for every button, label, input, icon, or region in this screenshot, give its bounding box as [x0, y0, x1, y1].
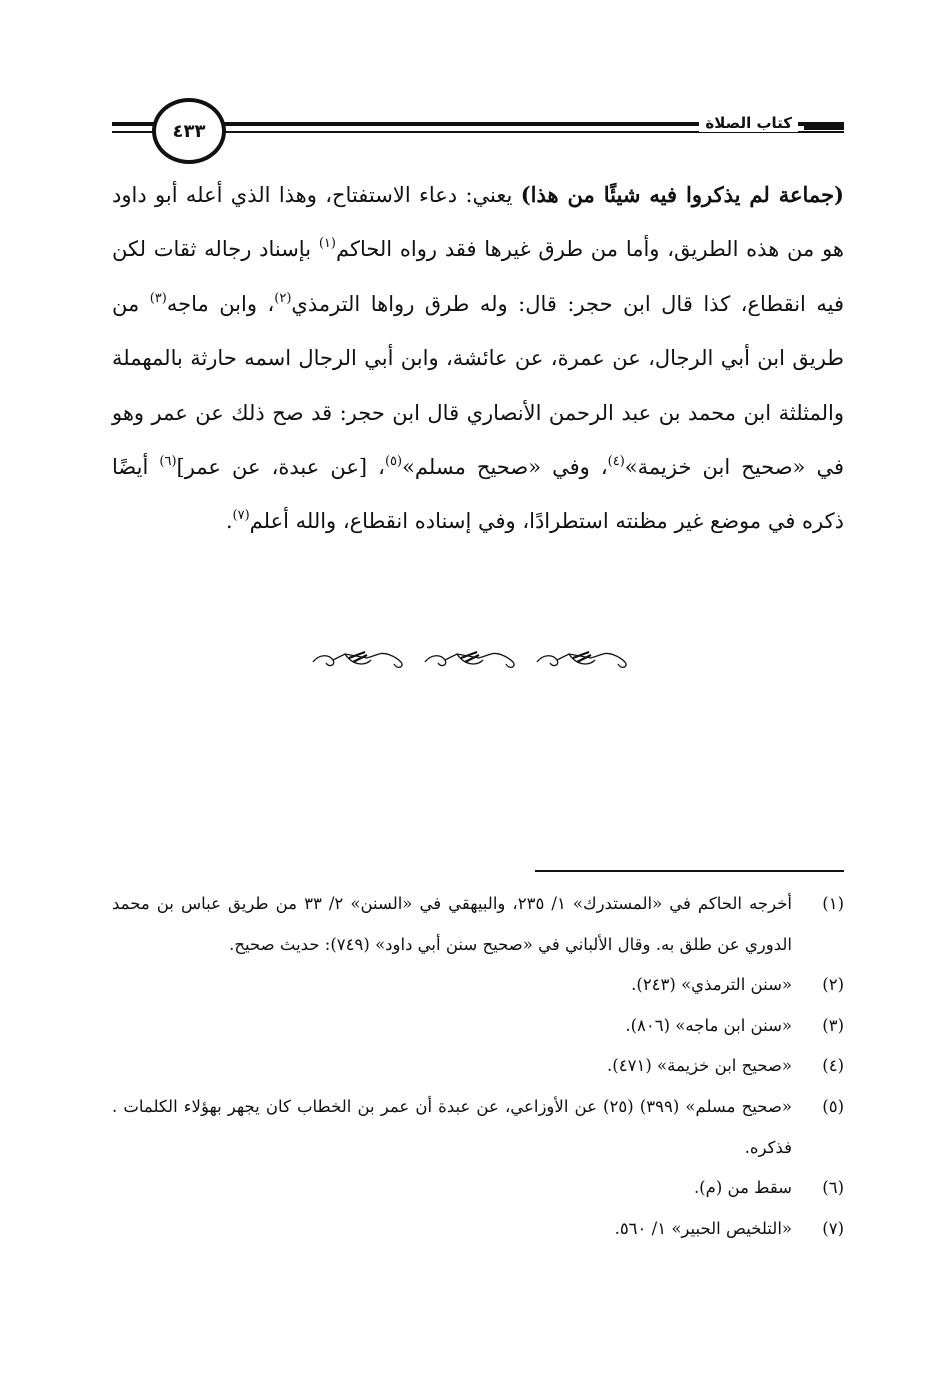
footnote-separator — [535, 870, 844, 872]
footnotes — [112, 884, 844, 1249]
page-number: ٤٣٣ — [152, 98, 226, 164]
footnote-item — [112, 1006, 844, 1047]
running-header — [112, 100, 844, 162]
footnote-number: (٢) — [822, 975, 844, 995]
book-title: كتاب الصلاة — [699, 114, 798, 132]
text-run: . — [225, 509, 233, 534]
text-run: أيضًا ذكره في موضع غير مظنته استطرادًا، وفي إسناده انقطاع، والله أعلم — [112, 455, 844, 534]
text-run: ، وابن ماجه — [166, 291, 275, 316]
footnote-item — [112, 965, 844, 1006]
footnote-number: (٣) — [822, 1015, 844, 1035]
footnote-ref-3[interactable]: (٣) — [149, 290, 167, 306]
footnote-ref-6[interactable]: (٦) — [159, 454, 177, 470]
footnote-ref-1[interactable]: (١) — [318, 236, 336, 252]
footnote-number: (٤) — [822, 1056, 844, 1076]
text-run: يعني: دعاء الاستفتاح، وهذا الذي أعله أبو داود هو من هذه الطريق، وأما من طرق غيرها فقد رواه الحاكم — [112, 183, 844, 262]
footnote-ref-7[interactable]: (٧) — [232, 508, 250, 524]
header-dash — [804, 126, 844, 130]
footnote-text: سقط من (م). — [693, 1178, 792, 1198]
footnote-item — [112, 1046, 844, 1087]
footnote-item — [112, 1168, 844, 1209]
main-text — [112, 168, 844, 549]
footnote-ref-5[interactable]: (٥) — [384, 454, 403, 470]
text-run: ، [عن عبدة، عن عمر] — [176, 455, 385, 480]
floral-divider-icon — [305, 640, 635, 680]
text-run: بإسناد رجاله ثقات لكن فيه انقطاع، كذا قال ابن حجر: قال: وله طرق رواها الترمذي — [112, 237, 844, 316]
footnote-text: «سنن ابن ماجه» (٨٠٦). — [625, 1015, 792, 1035]
footnote-ref-4[interactable]: (٤) — [607, 454, 625, 470]
text-run: ، وفي «صحيح مسلم» — [402, 455, 608, 480]
footnote-number: (١) — [822, 894, 844, 913]
footnote-text: «صحيح مسلم» (٣٩٩) (٢٥) عن الأوزاعي، عن عبدة أن عمر بن الخطاب كان يجهر بهؤلاء الكلمات . فذكره. — [112, 1096, 792, 1157]
footnote-number: (٧) — [822, 1218, 844, 1238]
footnote-item — [112, 884, 844, 965]
footnote-item — [112, 1087, 844, 1168]
footnote-number: (٦) — [822, 1178, 844, 1198]
footnote-number: (٥) — [822, 1096, 844, 1116]
footnote-text: «التلخيص الحبير» ١/ ٥٦٠. — [614, 1218, 792, 1238]
quoted-lemma: (جماعة لم يذكروا فيه شيئًا من هذا) — [520, 182, 844, 207]
footnote-ref-2[interactable]: (٢) — [274, 290, 292, 306]
text-run: من طريق ابن أبي الرجال، عن عمرة، عن عائشة، وابن أبي الرجال اسمه حارثة بالمهملة والمثلثة ابن محمد بن عبد الرحمن الأنصاري قال ابن حجر: قد صح ذلك عن عمر وهو في «صحيح ابن خزيمة» — [112, 291, 845, 480]
footnote-text: أخرجه الحاكم في «المستدرك» ١/ ٢٣٥، والبيهقي في «السنن» ٢/ ٣٣ من طريق عباس بن محمد الدوري عن طلق به. وقال الألباني في «صحيح سنن أبي داود» (٧٤٩): حديث صحيح. — [112, 894, 793, 954]
footnote-text: «سنن الترمذي» (٢٤٣). — [631, 975, 792, 995]
footnote-text: «صحيح ابن خزيمة» (٤٧١). — [607, 1056, 792, 1076]
footnote-item — [112, 1209, 844, 1250]
